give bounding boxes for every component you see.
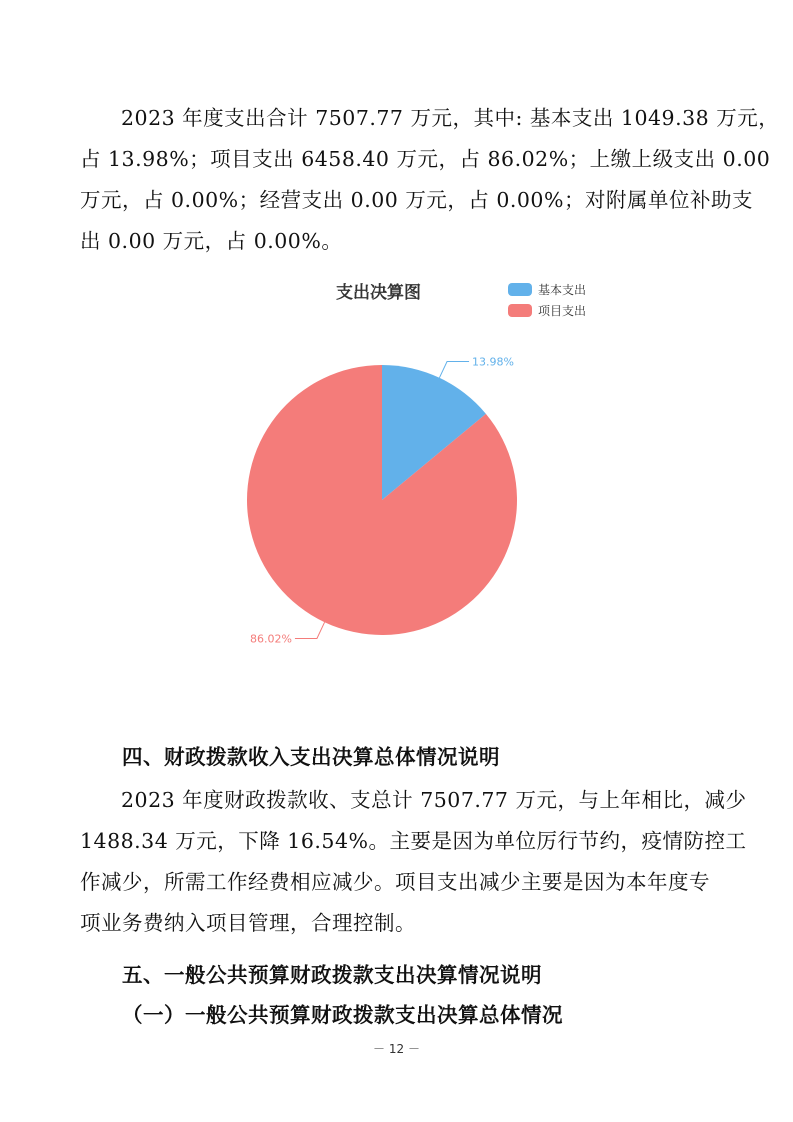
pie-data-label: 13.98% (472, 355, 515, 369)
section-four-heading: 四、财政拨款收入支出决算总体情况说明 (122, 745, 500, 769)
intro-line: 2023 年度支出合计 7507.77 万元，其中: 基本支出 1049.38 万元， (121, 106, 780, 130)
section-four-paragraph (80, 780, 747, 944)
page-number: － 12 － (373, 1042, 420, 1056)
pie-leader-line (295, 622, 325, 638)
section-four-line: 2023 年度财政拨款收、支总计 7507.77 万元，与上年相比，减少 (121, 788, 747, 812)
pie-leader-line (439, 362, 469, 378)
legend-label: 项目支出 (538, 304, 587, 318)
chart-title: 支出决算图 (336, 283, 421, 303)
section-four-line: 1488.34 万元，下降 16.54%。主要是因为单位厉行节约，疫情防控工 (80, 829, 747, 853)
intro-line: 万元，占 0.00%；经营支出 0.00 万元，占 0.00%；对附属单位补助支 (80, 188, 753, 212)
intro-line: 出 0.00 万元，占 0.00%。 (80, 229, 343, 253)
section-five-heading: 五、一般公共预算财政拨款支出决算情况说明 (122, 963, 542, 987)
section-four-line: 作减少，所需工作经费相应减少。项目支出减少主要是因为本年度专 (80, 870, 710, 894)
section-five-subheading: （一）一般公共预算财政拨款支出决算总体情况 (122, 1003, 563, 1027)
intro-line: 占 13.98%；项目支出 6458.40 万元，占 86.02%；上缴上级支出 0.00 (80, 147, 771, 171)
legend-label: 基本支出 (538, 283, 587, 297)
pie-data-label: 86.02% (249, 632, 292, 646)
section-four-line: 项业务费纳入项目管理，合理控制。 (80, 911, 416, 935)
